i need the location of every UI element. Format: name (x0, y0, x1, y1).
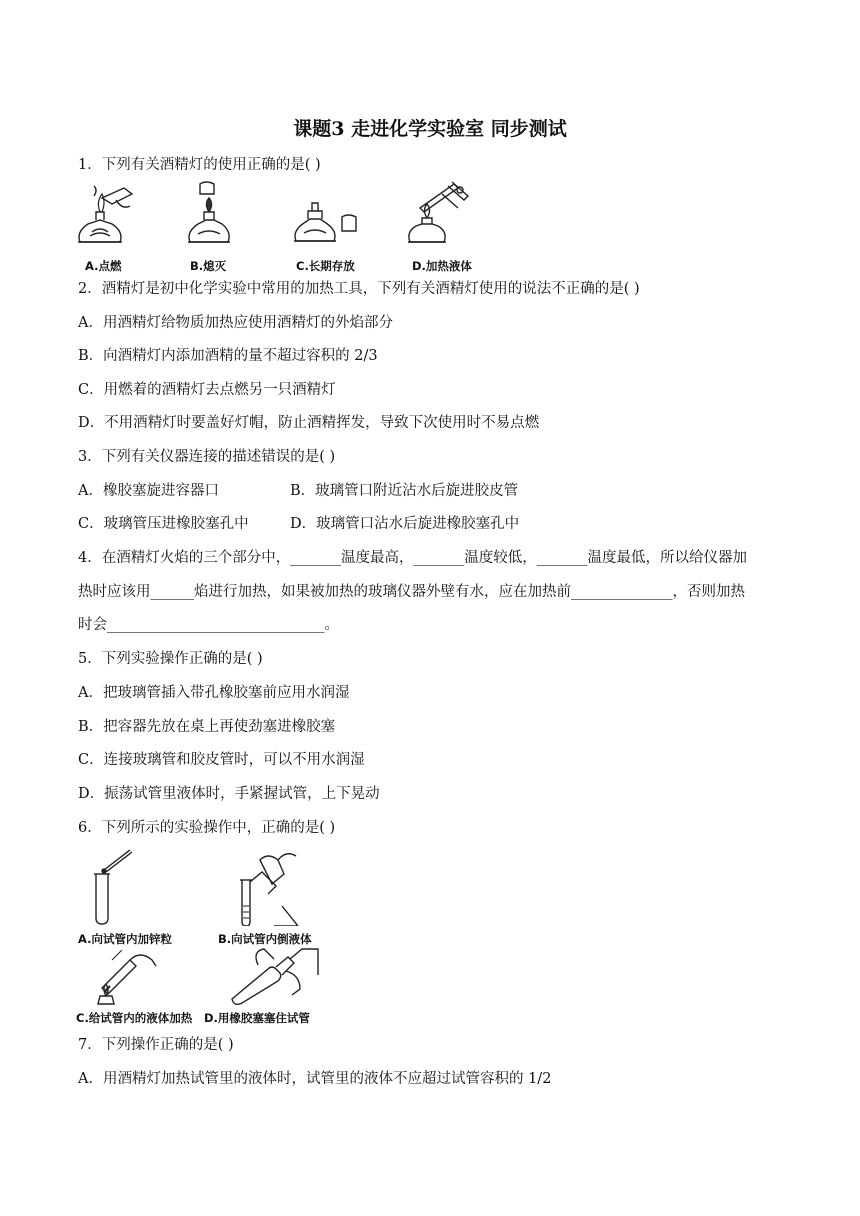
alcohol-lamp-lighting-icon (72, 180, 140, 252)
test-tube-tweezers-icon (88, 848, 136, 926)
question-5-stem: 5．下列实验操作正确的是( ) (78, 651, 263, 667)
alcohol-lamp-blowing-icon (184, 180, 234, 252)
alcohol-lamp-uncapped-icon (290, 195, 362, 251)
pouring-liquid-icon (238, 850, 300, 926)
question-2-option-a: A．用酒精灯给物质加热应使用酒精灯的外焰部分 (78, 315, 393, 331)
stopper-test-tube-icon (228, 945, 324, 1005)
question-3-stem: 3．下列有关仪器连接的描述错误的是( ) (78, 449, 336, 465)
question-5-option-a: A．把玻璃管插入带孔橡胶塞前应用水润湿 (78, 685, 350, 701)
question-5-option-b: B．把容器先放在桌上再使劲塞进橡胶塞 (78, 719, 336, 735)
question-2-option-c: C．用燃着的酒精灯去点燃另一只酒精灯 (78, 382, 336, 398)
question-3-option-b: B．玻璃管口附近沾水后旋进胶皮管 (290, 483, 519, 499)
q6-caption-b: B.向试管内倒液体 (218, 932, 312, 946)
question-2-option-b: B．向酒精灯内添加酒精的量不超过容积的 2/3 (78, 348, 378, 364)
question-2-stem: 2．酒精灯是初中化学实验中常用的加热工具，下列有关酒精灯使用的说法不正确的是( ) (78, 281, 640, 297)
q6-caption-c: C.给试管内的液体加热 (76, 1011, 193, 1025)
q1-caption-a: A.点燃 (85, 259, 122, 273)
heating-test-tube-icon (90, 950, 160, 1006)
question-3-option-a: A．橡胶塞旋进容器口 (78, 483, 219, 499)
q1-caption-c: C.长期存放 (296, 259, 355, 273)
question-4-line-1: 4．在酒精灯火焰的三个部分中，_______温度最高，_______温度较低，_______温度最低，所以给仪器加 (78, 550, 747, 566)
question-3-option-c: C．玻璃管压进橡胶塞孔中 (78, 516, 249, 532)
page-title: 课题3 走进化学实验室 同步测试 (293, 118, 567, 140)
question-1-stem: 1．下列有关酒精灯的使用正确的是( ) (78, 157, 321, 173)
q1-caption-b: B.熄灭 (190, 259, 227, 273)
question-7-stem: 7．下列操作正确的是( ) (78, 1037, 234, 1053)
question-4-line-2: 热时应该用______焰进行加热，如果被加热的玻璃仪器外壁有水，应在加热前______________，否则加热 (78, 584, 745, 600)
question-5-option-d: D．振荡试管里液体时，手紧握试管，上下晃动 (78, 786, 380, 802)
q1-caption-d: D.加热液体 (412, 259, 472, 273)
question-3-option-d: D．玻璃管口沾水后旋进橡胶塞孔中 (290, 516, 520, 532)
question-7-option-a: A．用酒精灯加热试管里的液体时，试管里的液体不应超过试管容积的 1/2 (78, 1071, 552, 1087)
question-5-option-c: C．连接玻璃管和胶皮管时，可以不用水润湿 (78, 752, 365, 768)
question-6-stem: 6．下列所示的实验操作中，正确的是( ) (78, 820, 336, 836)
question-2-option-d: D．不用酒精灯时要盖好灯帽，防止酒精挥发，导致下次使用时不易点燃 (78, 415, 540, 431)
q6-caption-a: A.向试管内加锌粒 (78, 932, 172, 946)
question-4-line-3: 时会______________________________。 (78, 617, 339, 633)
test-tube-heating-icon (402, 178, 474, 252)
q6-caption-d: D.用橡胶塞塞住试管 (204, 1011, 310, 1025)
